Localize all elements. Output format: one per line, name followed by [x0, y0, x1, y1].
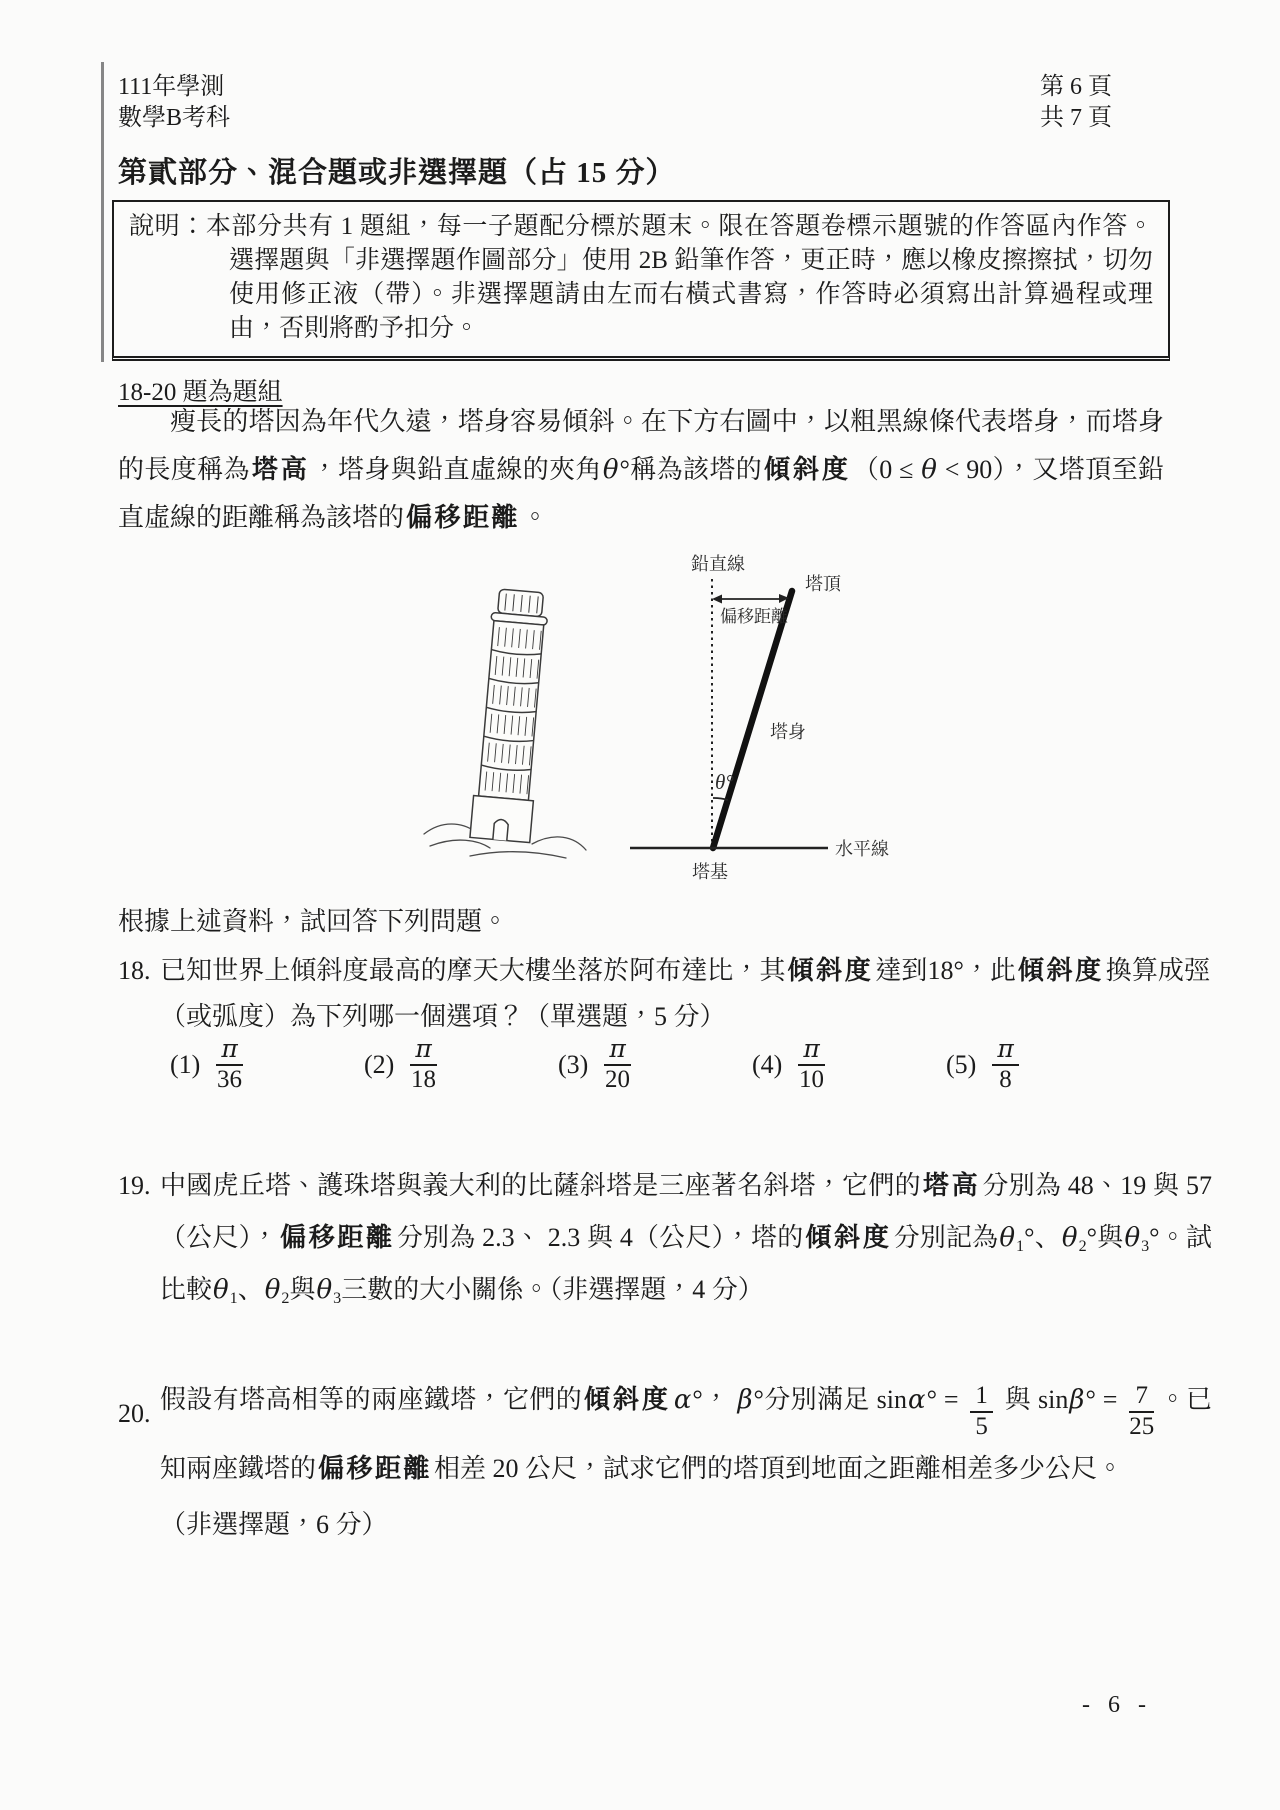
vertical-line-label: 鉛直線	[691, 554, 745, 574]
page-number-label: 第 6 頁	[1040, 74, 1112, 100]
instruction-box	[112, 200, 1170, 361]
option-5	[946, 1036, 1019, 1094]
question-18-number: 18.	[118, 956, 151, 985]
inline-fraction: $\frac{7}{25}$	[1129, 1382, 1155, 1441]
horizontal-line-label: 水平線	[835, 839, 889, 859]
header-left	[118, 72, 230, 134]
subject-label: 數學B考科	[118, 105, 231, 131]
option-1-fraction: $\frac{\pi}{36}$	[217, 1034, 242, 1093]
option-4-fraction: $\frac{\pi}{10}$	[799, 1034, 824, 1093]
leaning-tower-illustration	[420, 586, 590, 866]
option-3-label: (3)	[558, 1049, 589, 1079]
question-18	[118, 948, 1210, 1040]
question-19-number: 19.	[118, 1171, 151, 1200]
instruction-paragraph	[129, 210, 1153, 346]
instruction-label: 說明：	[129, 213, 206, 240]
option-5-label: (5)	[946, 1049, 977, 1079]
tilt-schematic-diagram	[600, 553, 900, 885]
tower-body-label: 塔身	[770, 722, 806, 742]
tower-door	[493, 819, 509, 841]
instruction-text: 本部分共有 1 題組，每一子題配分標於題末。限在答題卷標示題號的作答區內作答。選擇題與「非選擇題作圖部分」使用 2B 鉛筆作答，更正時，應以橡皮擦擦拭，切勿使用修正液（帶）。非選擇題請由左而右橫式書寫，作答時必須寫出計算過程或理由，否則將酌予扣分。	[205, 213, 1153, 342]
question-19-text: 中國虎丘塔、護珠塔與義大利的比薩斜塔是三座著名斜塔，它們的塔高分別為 48、19 與 57（公尺），偏移距離分別為 2.3、 2.3 與 4（公尺），塔的傾斜度分別記為$\theta_1^\circ$、$\theta_2^\circ$與$\theta_3^\circ$。試比較$\theta_1$、$\theta_2$與$\theta_3$三數的大小關係。（非選擇題，4 分）	[160, 1171, 1212, 1307]
option-2-label: (2)	[364, 1049, 395, 1079]
answer-prompt: 根據上述資料，試回答下列問題。	[118, 907, 509, 936]
tower-body-line	[713, 591, 792, 848]
header-right	[1040, 72, 1112, 134]
tower-top-label: 塔頂	[805, 574, 841, 594]
option-5-fraction: $\frac{\pi}{8}$	[992, 1036, 1018, 1094]
option-4	[752, 1036, 825, 1094]
offset-distance-label: 偏移距離	[720, 607, 788, 626]
question-group-heading: 18-20 題為題組	[118, 379, 283, 406]
option-1-label: (1)	[170, 1049, 201, 1079]
section-title: 第貳部分、混合題或非選擇題（占 15 分）	[118, 157, 676, 189]
footer-page-number: - 6 -	[1082, 1692, 1152, 1718]
scan-artifact-line	[101, 62, 104, 362]
question-20-text: 假設有塔高相等的兩座鐵塔，它們的傾斜度 α°， β°分別滿足 sinα° = $\frac{1}{5}$ 與 sinβ° = $\frac{7}{25}$ 。已知兩座鐵塔的偏移距離相差 20 公尺，試求它們的塔頂到地面之距離相差多少公尺。 （非選擇題，6 分）	[160, 1382, 1213, 1540]
option-4-label: (4)	[752, 1049, 783, 1079]
intro-paragraph: 瘦長的塔因為年代久遠，塔身容易傾斜。在下方右圖中，以粗黑線條代表塔身，而塔身的長度稱為塔高，塔身與鉛直虛線的夾角θ°稱為該塔的傾斜度（0 ≤ θ < 90），又塔頂至鉛直虛線的距離稱為該塔的偏移距離。	[118, 407, 1164, 532]
option-1	[170, 1036, 243, 1094]
tower-base-label: 塔基	[692, 862, 728, 882]
option-2-fraction: $\frac{\pi}{18}$	[411, 1034, 436, 1093]
question-19	[118, 1160, 1212, 1316]
question-18-options	[118, 1036, 1168, 1126]
offset-distance-arrow	[712, 594, 789, 604]
question-18-text: 已知世界上傾斜度最高的摩天大樓坐落於阿布達比，其傾斜度達到18°，此傾斜度換算成弳（或弧度）為下列哪一個選項？（單選題，5 分）	[160, 956, 1210, 1031]
inline-fraction: $\frac{1}{5}$	[970, 1383, 992, 1441]
pages-total-label: 共 7 頁	[1040, 105, 1112, 131]
question-20-number: 20.	[118, 1399, 151, 1428]
theta-angle-label: θ°	[715, 770, 734, 794]
question-20	[118, 1372, 1212, 1553]
tower-structure	[470, 588, 552, 842]
exam-year-label: 111年學測	[118, 74, 225, 100]
option-3	[558, 1036, 631, 1094]
option-2	[364, 1036, 437, 1094]
option-3-fraction: $\frac{\pi}{20}$	[605, 1034, 630, 1093]
tower-body-stories	[479, 621, 544, 801]
